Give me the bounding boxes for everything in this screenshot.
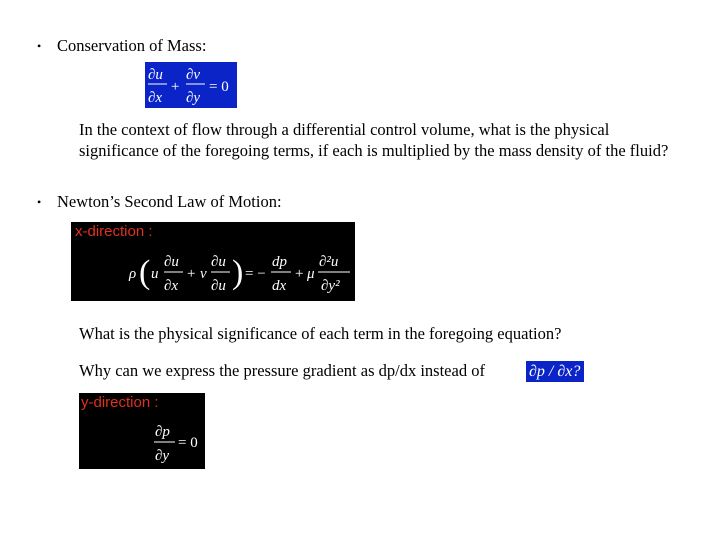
bullet-dot: • [37,195,42,209]
svg-text:∂u: ∂u [164,254,179,270]
svg-text:): ) [232,254,244,291]
svg-text:∂v: ∂v [186,67,201,83]
svg-text:(: ( [139,254,151,291]
y-momentum-equation [79,393,205,469]
svg-text:v: v [200,266,207,282]
x-direction-label: x-direction : [75,223,153,240]
svg-text:∂y²: ∂y² [321,278,340,294]
svg-text:dx: dx [272,278,287,294]
svg-text:∂u: ∂u [148,67,163,83]
svg-text:= −: = − [245,266,266,282]
svg-text:∂x: ∂x [164,278,179,294]
svg-text:ρ: ρ [129,266,137,282]
svg-text:+: + [187,266,196,282]
svg-text:μ: μ [307,266,315,282]
y-direction-label: y-direction : [81,394,159,411]
newton-second-law-heading: Newton’s Second Law of Motion: [57,192,282,211]
question-mass-significance: In the context of flow through a differential control volume, what is the physical significance of the foregoing terms, if each is multiplied by the mass density of the fluid? [79,120,669,160]
svg-text:∂y: ∂y [186,90,201,106]
partial-p-over-partial-x [526,361,584,382]
svg-text:∂p: ∂p [155,424,170,440]
svg-text:∂u: ∂u [211,254,226,270]
question-pressure-gradient: Why can we express the pressure gradient as dp/dx instead of [79,361,485,380]
svg-text:= 0: = 0 [178,435,198,451]
svg-text:∂²u: ∂²u [319,254,339,270]
svg-text:+: + [295,266,304,282]
svg-text:∂u: ∂u [211,278,226,294]
continuity-equation [145,62,237,108]
partial-p-text: ∂p / ∂x? [529,363,581,380]
x-momentum-equation [71,222,355,301]
conservation-of-mass-heading: Conservation of Mass: [57,36,207,55]
svg-text:u: u [151,266,159,282]
svg-text:∂y: ∂y [155,448,170,464]
svg-text:∂x: ∂x [148,90,163,106]
question-term-significance: What is the physical significance of each term in the foregoing equation? [79,324,562,343]
svg-text:dp: dp [272,254,287,270]
svg-text:= 0: = 0 [209,79,229,95]
bullet-dot: • [37,39,42,53]
svg-text:+: + [171,79,180,95]
